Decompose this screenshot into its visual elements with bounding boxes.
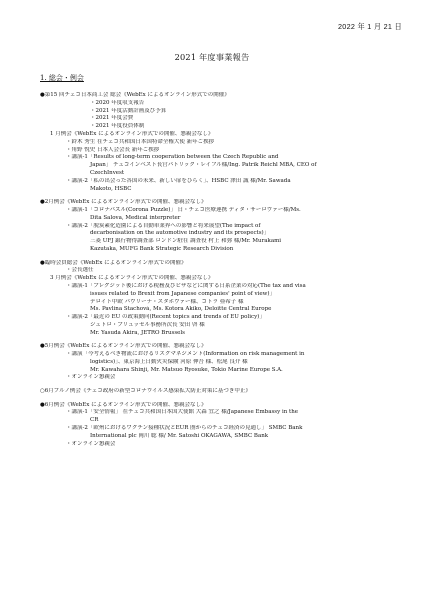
list-item: ・角野 悦史 日本人会会長 新年ご挨拶 bbox=[66, 146, 160, 153]
list-item: デロイト中欧 パヴリーナ・スタホヴァー様、コトラ 亜希子 様 bbox=[90, 298, 244, 305]
list-item: Mr. Yasuda Akira, JETRO Brussels bbox=[90, 329, 185, 336]
report-date: 2022 年 1 月 21 日 bbox=[337, 22, 402, 31]
section-heading bbox=[40, 73, 84, 83]
list-item: ●5月例会《WebEx によるオンライン形式での開催、懇親会なし》 bbox=[40, 343, 207, 350]
list-item: ・鈴木 秀生 在チェコ共和国日本国特命全権大使 新年ご挨拶 bbox=[66, 138, 215, 145]
list-item: ・講演-2「最近の EU の政策動向(Recent topics and trends of EU policy)」 bbox=[66, 314, 265, 321]
list-item: ・オンライン懇親会 bbox=[66, 374, 116, 381]
list-item: Dita Salova, Medical interpreter bbox=[90, 214, 181, 221]
list-item: ・2021 年度活動計画及び予算 bbox=[90, 107, 167, 114]
list-item: ●2月例会《WebEx によるオンライン形式での開催、懇親会なし》 bbox=[40, 199, 207, 206]
list-item: Makoto, HSBC bbox=[90, 185, 132, 192]
list-item: ・講演-2「私の出会った各国の未来、新しい扉をひらく」、HSBC 澤田 誠 様/Mr. Sawada bbox=[66, 177, 291, 184]
list-item: 三菱 UFJ 銀行物得調査部 ロンドン駐在 調査役 村上 和弥 様/Mr. Murakami bbox=[90, 238, 282, 245]
list-item: 1 月例会《WebEx によるオンライン形式での開催、懇親会なし》 bbox=[50, 130, 214, 137]
page-title: 2021 年度事業報告 bbox=[174, 52, 250, 62]
list-item: Ms. Pavlina Stachová, Ms. Kotora Akiko, Deloitte Central Europe bbox=[90, 306, 272, 313]
list-item: ・講演-1「Results of long-term cooperation between the Czech Republic and bbox=[66, 154, 279, 161]
list-item: 3 月例会《WebEx によるオンライン形式での開催、懇親会なし》 bbox=[50, 275, 214, 282]
list-item: ○6月ブルノ例会《チェコ政府の新型コロナウイルス感染拡大防止対策に基づき中止》 bbox=[40, 388, 251, 395]
list-item: ・講演-2「欧州におけるワクチン接種状況とEUR 圏からのチェコ経済の見通し」 SMBC Bank bbox=[66, 425, 303, 432]
list-item: ・講演-2「脱炭素化造園による自動車業界への影響と将来展望(The impact of bbox=[66, 222, 261, 229]
list-item: International plc 岡川 聡 様/ Mr. Satoshi OKAGAWA, SMBC Bank bbox=[90, 432, 269, 439]
list-item: ・2021 年度会費 bbox=[90, 115, 134, 122]
list-item: ●第15 回チェコ日本商工会 総会《WebEx によるオンライン形式での開催》 bbox=[40, 92, 230, 98]
list-item: ・2021 年度役員体制 bbox=[90, 123, 145, 130]
section-heading-text: 1. 総会・例会 bbox=[40, 74, 84, 82]
general-assembly-block bbox=[40, 92, 410, 193]
brno-meeting-block bbox=[40, 388, 410, 396]
list-item: ・2020 年度収支報告 bbox=[90, 99, 145, 106]
may-meeting-block bbox=[40, 343, 410, 382]
list-item: Kazutaka, MUFG Bank Strategic Research Division bbox=[90, 245, 234, 252]
list-item: Japan」 チェコインベスト長官パトリック・レイフル様/Ing. Patrik Reichl MBA, CEO of bbox=[90, 162, 317, 169]
list-item: ●6月例会《WebEx によるオンライン形式での開催、懇親会なし》 bbox=[40, 401, 207, 408]
list-item: issues related to Brexit from Japanese companies' point of view)」 bbox=[90, 290, 275, 297]
february-meeting-block bbox=[40, 199, 410, 254]
list-item: decarbonisation on the automotive industry and its prospects)」 bbox=[90, 230, 270, 237]
list-item: ・オンライン懇親会 bbox=[66, 440, 116, 447]
list-item: ・講演-1「コロナパズル(Corona Puzzle)」 日・チェコ医療連携 ディタ・サーロヴァー様/Ms. bbox=[66, 206, 301, 213]
list-item: ジェトロ・ブリュッセル事務所次長 安田 啓 様 bbox=[90, 321, 205, 328]
list-item: ・会長選任 bbox=[66, 267, 94, 274]
list-item: CR bbox=[90, 417, 99, 424]
extraordinary-assembly-block bbox=[40, 260, 410, 338]
list-item: ・講演「今考えるべき物流におけるリスクマネジメント(Information on risk management in bbox=[66, 351, 305, 358]
report-body bbox=[40, 92, 410, 454]
list-item: CzechInvest bbox=[90, 169, 125, 176]
list-item: ●臨時会員総会《WebEx によるオンライン形式での開催》 bbox=[40, 259, 187, 266]
list-item: Mr. Kawahara Shinji, Mr. Matsuo Ryosuke, Tokio Marine Europe S.A. bbox=[90, 366, 283, 373]
list-item: ・講演-1「安全情報」 在チェコ共和国日本国大使館 大森 宜之 様/Japanese Embassy in the bbox=[66, 409, 299, 416]
june-meeting-block bbox=[40, 402, 410, 449]
list-item: ・講演-1「ブレグジット後における税務及びビザなどに関する日系企業の対応(The tax and visa bbox=[66, 282, 306, 289]
list-item: logistics)」、東京海上日動火災保険 河原 伸吾 様、松尾 良介 様 bbox=[90, 358, 248, 365]
